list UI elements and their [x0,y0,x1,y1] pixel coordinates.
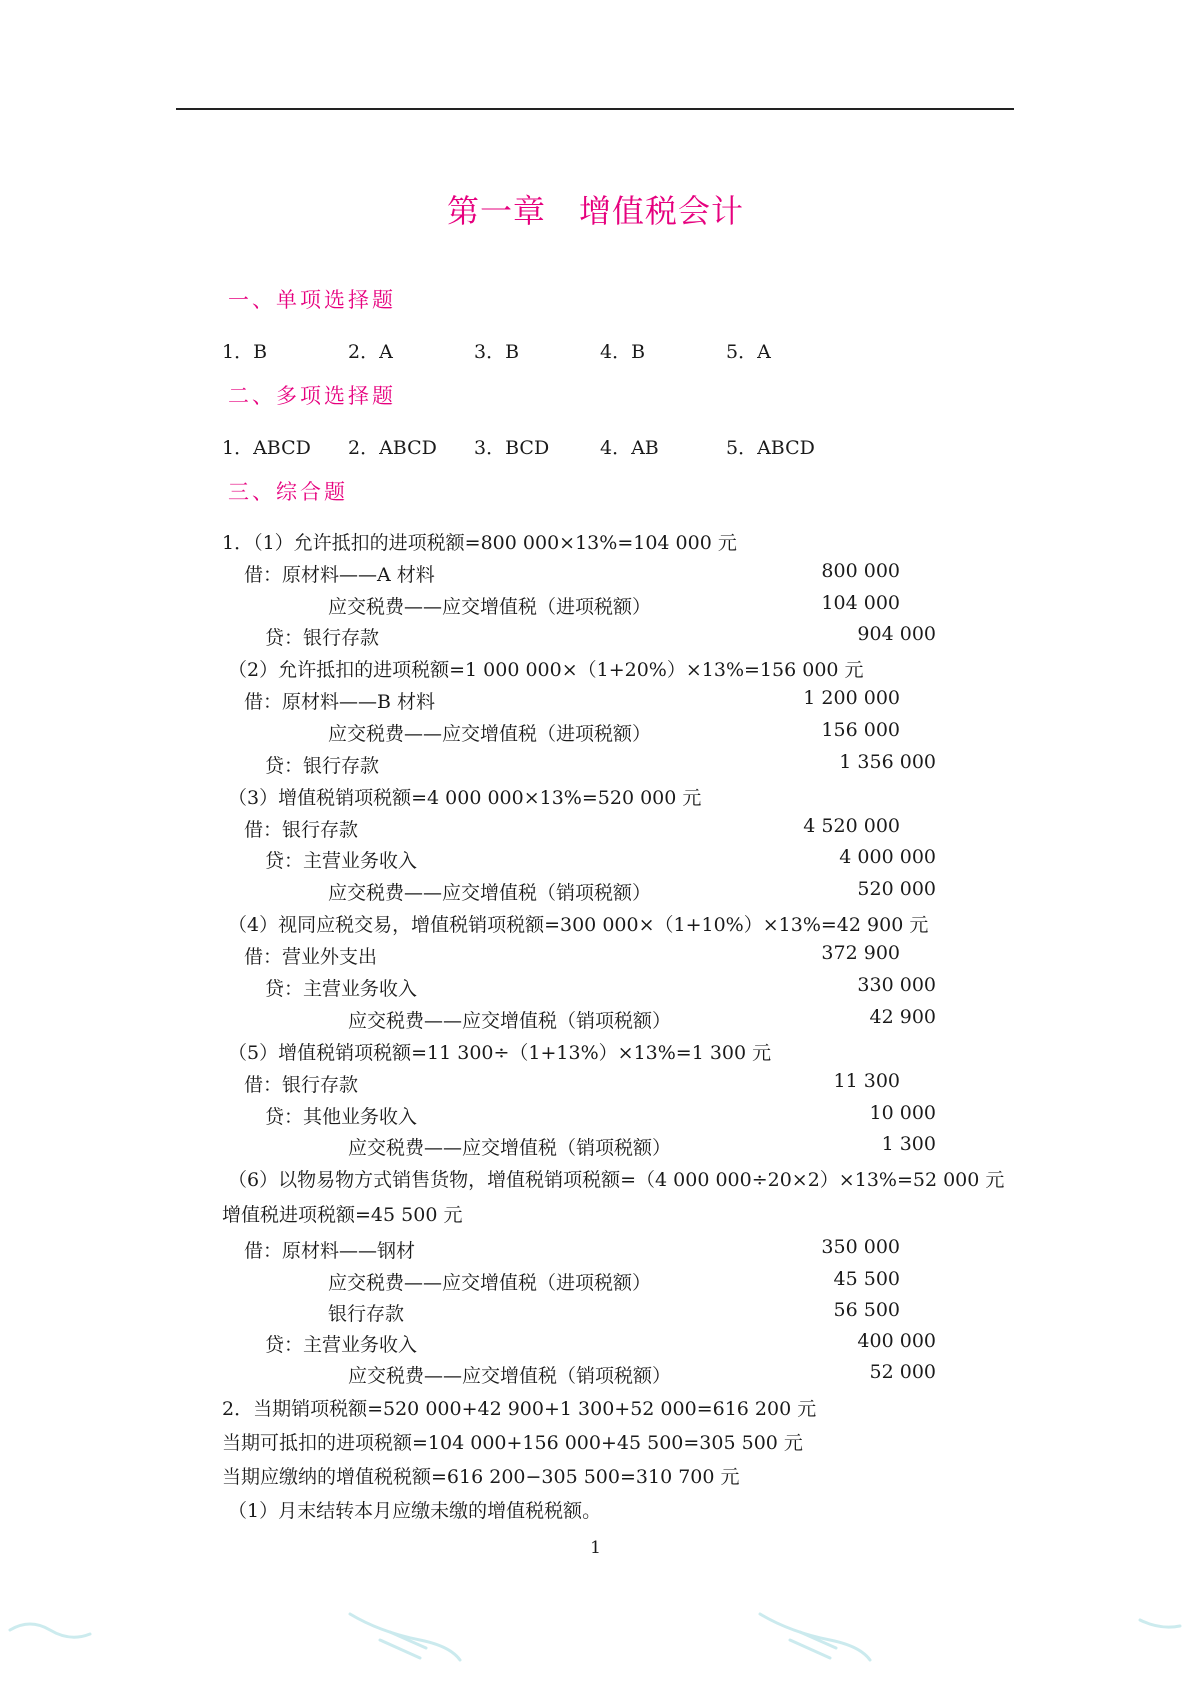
debit-amount: 11 300 [833,1070,900,1092]
journal-line: 应交税费——应交增值税（进项税额） [328,1272,652,1294]
text-line: （5）增值税销项税额=11 300÷（1+13%）×13%=1 300 元 [228,1042,772,1064]
text-line: 1．（1）允许抵扣的进项税额=800 000×13%=104 000 元 [222,532,737,554]
journal-debit-line: 借：银行存款 [244,1074,359,1096]
multi-choice-answer: 5．ABCD [726,437,815,459]
multi-choice-answer: 1．ABCD [222,437,311,459]
multi-choice-answer: 4．AB [600,437,659,459]
journal-debit-line: 借：银行存款 [244,819,359,841]
debit-amount: 104 000 [821,592,900,614]
journal-line: 应交税费——应交增值税（销项税额） [348,1010,672,1032]
credit-amount: 1 356 000 [839,751,936,773]
debit-amount: 156 000 [821,719,900,741]
text-line: 增值税进项税额=45 500 元 [222,1204,463,1226]
chapter-title: 第一章 增值税会计 [446,192,744,230]
journal-line: 银行存款 [328,1303,405,1325]
journal-line: 应交税费——应交增值税（销项税额） [328,882,652,904]
credit-amount: 4 000 000 [839,846,936,868]
debit-amount: 1 200 000 [803,687,900,709]
debit-amount: 372 900 [821,942,900,964]
debit-amount: 800 000 [821,560,900,582]
journal-credit-line: 贷：主营业务收入 [265,850,418,872]
debit-amount: 350 000 [821,1236,900,1258]
credit-amount: 400 000 [857,1330,936,1352]
credit-amount: 330 000 [857,974,936,996]
single-choice-answer: 4．B [600,341,646,363]
header-rule [176,108,1014,110]
journal-line: 应交税费——应交增值税（销项税额） [348,1137,672,1159]
single-choice-answer: 3．B [474,341,520,363]
text-line: 当期可抵扣的进项税额=104 000+156 000+45 500=305 500 元 [222,1432,803,1454]
credit-amount: 1 300 [881,1133,936,1155]
debit-amount: 4 520 000 [803,815,900,837]
debit-amount: 56 500 [833,1299,900,1321]
journal-line: 应交税费——应交增值税（进项税额） [328,723,652,745]
single-choice-answer: 2．A [348,341,393,363]
journal-debit-line: 借：原材料——A 材料 [244,564,435,586]
journal-debit-line: 借：原材料——B 材料 [244,691,436,713]
multi-choice-answer: 2．ABCD [348,437,437,459]
section-heading-multiple-choice: 二、多项选择题 [228,384,396,408]
text-line: 2．当期销项税额=520 000+42 900+1 300+52 000=616 200 元 [222,1398,817,1420]
multi-choice-answer: 3．BCD [474,437,550,459]
journal-credit-line: 贷：银行存款 [265,627,380,649]
credit-amount: 520 000 [857,878,936,900]
journal-credit-line: 贷：银行存款 [265,755,380,777]
debit-amount: 45 500 [833,1268,900,1290]
text-line: 当期应缴纳的增值税税额=616 200−305 500=310 700 元 [222,1466,740,1488]
journal-credit-line: 贷：主营业务收入 [265,978,418,1000]
section-heading-comprehensive: 三、综合题 [228,480,348,504]
credit-amount: 10 000 [869,1102,936,1124]
single-choice-answer: 1．B [222,341,268,363]
text-line: （1）月末结转本月应缴未缴的增值税税额。 [228,1500,602,1522]
journal-credit-line: 贷：主营业务收入 [265,1334,418,1356]
credit-amount: 52 000 [869,1361,936,1383]
text-line: （4）视同应税交易，增值税销项税额=300 000×（1+10%）×13%=42 900 元 [228,914,929,936]
journal-debit-line: 借：营业外支出 [244,946,378,968]
journal-credit-line: 贷：其他业务收入 [265,1106,418,1128]
watermark-decoration [0,1600,1191,1684]
section-heading-single-choice: 一、单项选择题 [228,288,396,312]
text-line: （2）允许抵扣的进项税额=1 000 000×（1+20%）×13%=156 000 元 [228,659,864,681]
page-number: 1 [590,1538,601,1558]
single-choice-answer: 5．A [726,341,771,363]
journal-debit-line: 借：原材料——钢材 [244,1240,416,1262]
credit-amount: 904 000 [857,623,936,645]
text-line: （3）增值税销项税额=4 000 000×13%=520 000 元 [228,787,702,809]
journal-line: 应交税费——应交增值税（进项税额） [328,596,652,618]
journal-line: 应交税费——应交增值税（销项税额） [348,1365,672,1387]
text-line: （6）以物易物方式销售货物，增值税销项税额=（4 000 000÷20×2）×13%=52 000 元 [228,1169,1005,1191]
credit-amount: 42 900 [869,1006,936,1028]
